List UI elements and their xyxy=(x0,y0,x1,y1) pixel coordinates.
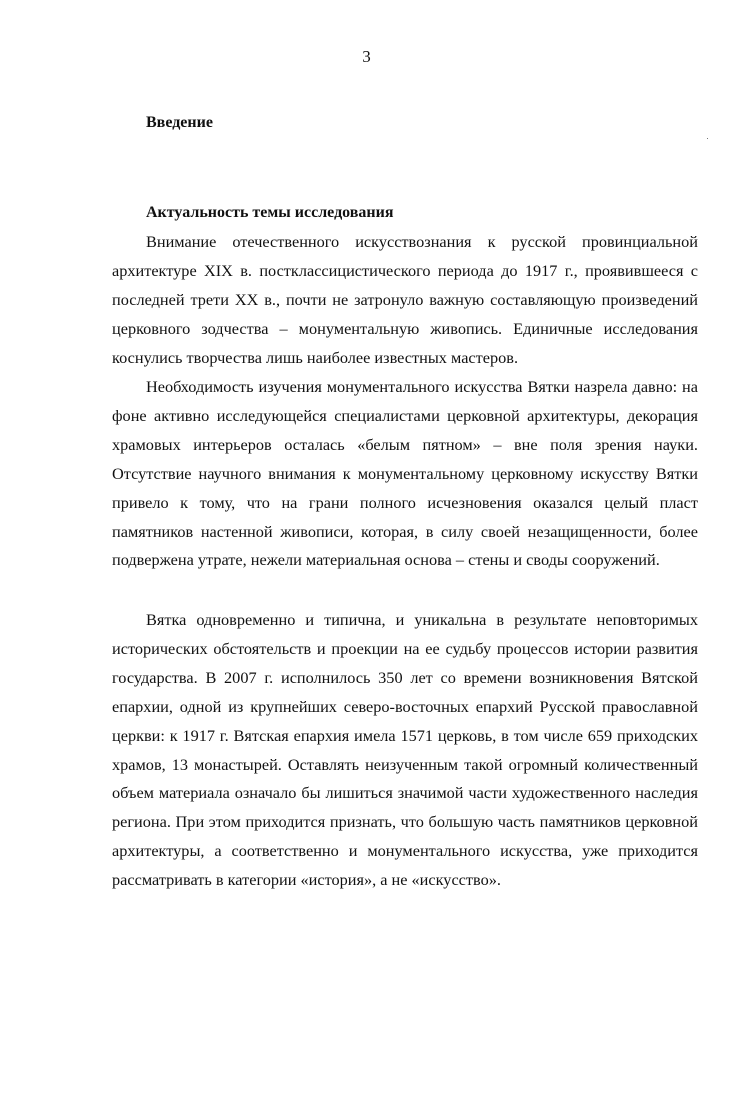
paragraph-2-container xyxy=(112,373,698,575)
page-number: 3 xyxy=(362,47,371,66)
paragraph-3-container xyxy=(112,606,698,895)
section-heading-introduction: Введение xyxy=(146,114,213,131)
paragraph-1: Внимание отечественного искусствознания к русской провинциальной архитектуре XIX в. постклассицистического периода до 1917 г., проявившееся с последней трети XX в., почти не затронуло важную составляющую произведений церковного зодчества – монументальную живопись. Единичные исследования коснулись творчества лишь наиболее известных мастеров. xyxy=(112,232,698,367)
paragraph-3: Вятка одновременно и типична, и уникальна в результате неповторимых исторических обстоятельств и проекции на ее судьбу процессов истории развития государства. В 2007 г. исполнилось 350 лет со времени возникновения Вятской епархии, одной из крупнейших северо-восточных епархий Русской православной церкви: к 1917 г. Вятская епархия имела 1571 церковь, в том числе 659 приходских храмов, 13 монастырей. Оставлять неизученным такой огромный количественный объем материала означало бы лишиться значимой части художественного наследия региона. При этом приходится признать, что большую часть памятников церковной архитектуры, а соответственно и монументального искусства, уже приходится рассматривать в категории «история», а не «искусство». xyxy=(112,610,698,890)
paragraph-1-container xyxy=(112,228,698,373)
subsection-heading-relevance: Актуальность темы исследования xyxy=(146,204,394,221)
scan-speck xyxy=(707,138,708,139)
paragraph-2: Необходимость изучения монументального искусства Вятки назрела давно: на фоне активно исследующейся специалистами церковной архитектуры, декорация храмовых интерьеров осталась «белым пятном» – вне поля зрения науки. Отсутствие научного внимания к монументальному церковному искусству Вятки привело к тому, что на грани полного исчезновения оказался целый пласт памятников настенной живописи, которая, в силу своей незащищенности, более подвержена утрате, нежели материальная основа – стены и своды сооружений. xyxy=(112,377,698,570)
